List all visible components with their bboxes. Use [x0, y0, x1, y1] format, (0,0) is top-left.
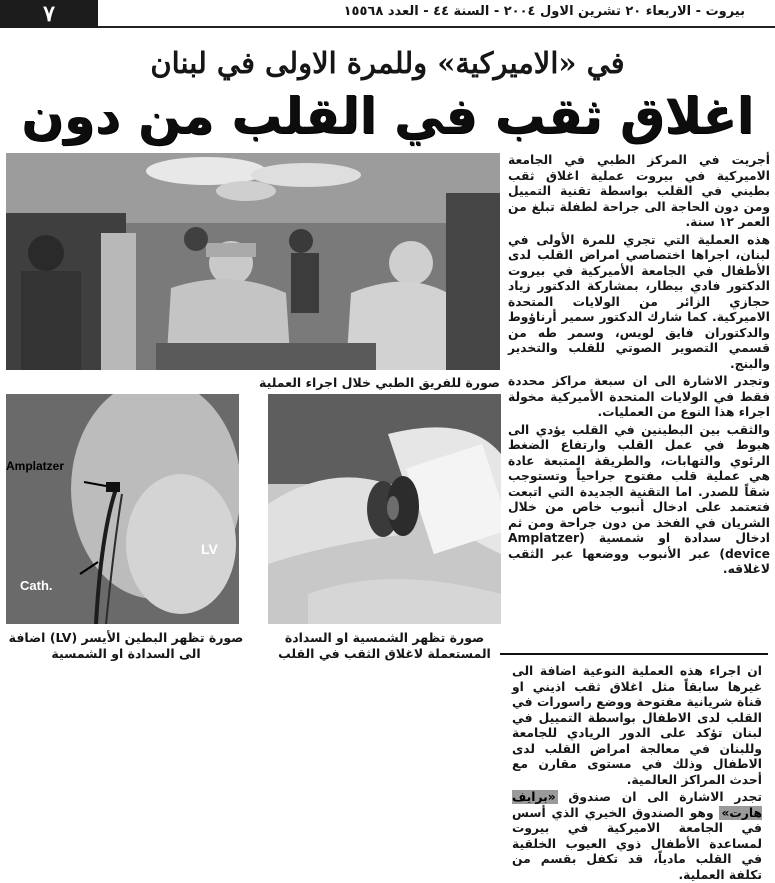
xray-label-amplatzer: Amplatzer	[6, 459, 65, 473]
xray-photo	[6, 394, 239, 624]
article-kicker: في «الاميركية» وللمرة الاولى في لبنان	[150, 46, 625, 80]
main-photo-caption: صورة للفريق الطبي خلال اجراء العملية	[259, 375, 500, 390]
fund-paragraph	[512, 790, 762, 883]
xray-label-cath: Cath.	[20, 578, 53, 593]
surgery-team-photo	[6, 153, 500, 370]
device-photo	[268, 394, 501, 624]
article-column-right	[508, 153, 770, 653]
article-paragraph: هذه العملية التي تجري للمرة الأولى في لبنان، اجراها اختصاصي امراض القلب لدى الأطفال في الجامعة الأميركية في بيروت الدكتور فادي بيطار، بمشاركة الدكتور زياد حجازي الزائر من الولايات المتحدة الاميركية. كما شارك الدكتور سمير أرناؤوط والدكتوران فايق لويس، وسمر طه من قسمي التصوير الصوتي للقلب والتخدير والبنج.	[508, 232, 770, 371]
device-photo-caption: صورة تظهر الشمسية او السدادة المستعملة لاغلاق الثقب في القلب	[278, 630, 491, 661]
dateline: بيروت - الاربعاء ٢٠ تشرين الاول ٢٠٠٤ - السنة ٤٤ - العدد ١٥٥٦٨	[343, 4, 745, 19]
xray-label-lv: LV	[201, 541, 218, 557]
xray-photo-caption: صورة تظهر البطين الأيسر (LV) اضافة الى السدادة او الشمسية	[8, 630, 244, 661]
fund-name-highlight: «برايف هارت»	[512, 790, 762, 820]
article-paragraph: أجريت في المركز الطبي في الجامعة الاميركية في بيروت عملية اغلاق ثقب بطيني في القلب بواسطة تقنية التمييل ومن دون الحاجة الى جراحة لطفلة تبلغ من العمر ١٢ سنة.	[508, 153, 770, 229]
article-paragraph: ان اجراء هذه العملية النوعية اضافة الى غيرها سابقاً مثل اغلاق ثقب اذيني او قناة شريانية مفتوحة ووضع راسورات في القلب لدى الاطفال بواسطة التمييل في لبنان تؤكد على الدور الريادي للجامعة وللبنان في معالجة امراض القلب لدى الاطفال وذلك في مستوى مقارن مع أحدث المراكز العالمية.	[512, 664, 762, 787]
article-column-continued	[512, 664, 762, 882]
article-paragraph: وتجدر الاشارة الى ان سبعة مراكز محددة فقط في الولايات المتحدة الأميركية مخولة اجراء هذا النوع من العمليات.	[508, 374, 770, 419]
cut-divider	[500, 653, 768, 655]
article-paragraph: والثقب بين البطينين في القلب يؤدي الى هبوط في عمل القلب وارتفاع الضغط الرئوي والتهابات، والطريقة المتبعة عادة هي عملية قلب مفتوح جراحياً وتستوجب شقاً للصدر. اما التقنية الجديدة التي اتبعت فتعتمد على ادخال أنبوب خاص من خلال الشريان في الفخذ من دون جراحة ومن ثم ادخال سدادة او شمسية (Amplatzer device) عبر الأنبوب ووضعها عبر الثقب لاغلاقه.	[508, 422, 770, 576]
article-headline: اغلاق ثقب في القلب من دون	[21, 87, 754, 145]
page-number: ٧	[0, 0, 98, 28]
fund-details: وهو الصندوق الخيري الذي أسس في الجامعة الاميركية في بيروت لمساعدة الأطفال ذوي العيوب الخلقية في القلب مادياً، قد تكفل بقسم من تكلفة العملية.	[512, 805, 762, 882]
fund-intro: تجدر الاشارة الى ان صندوق	[568, 790, 762, 804]
